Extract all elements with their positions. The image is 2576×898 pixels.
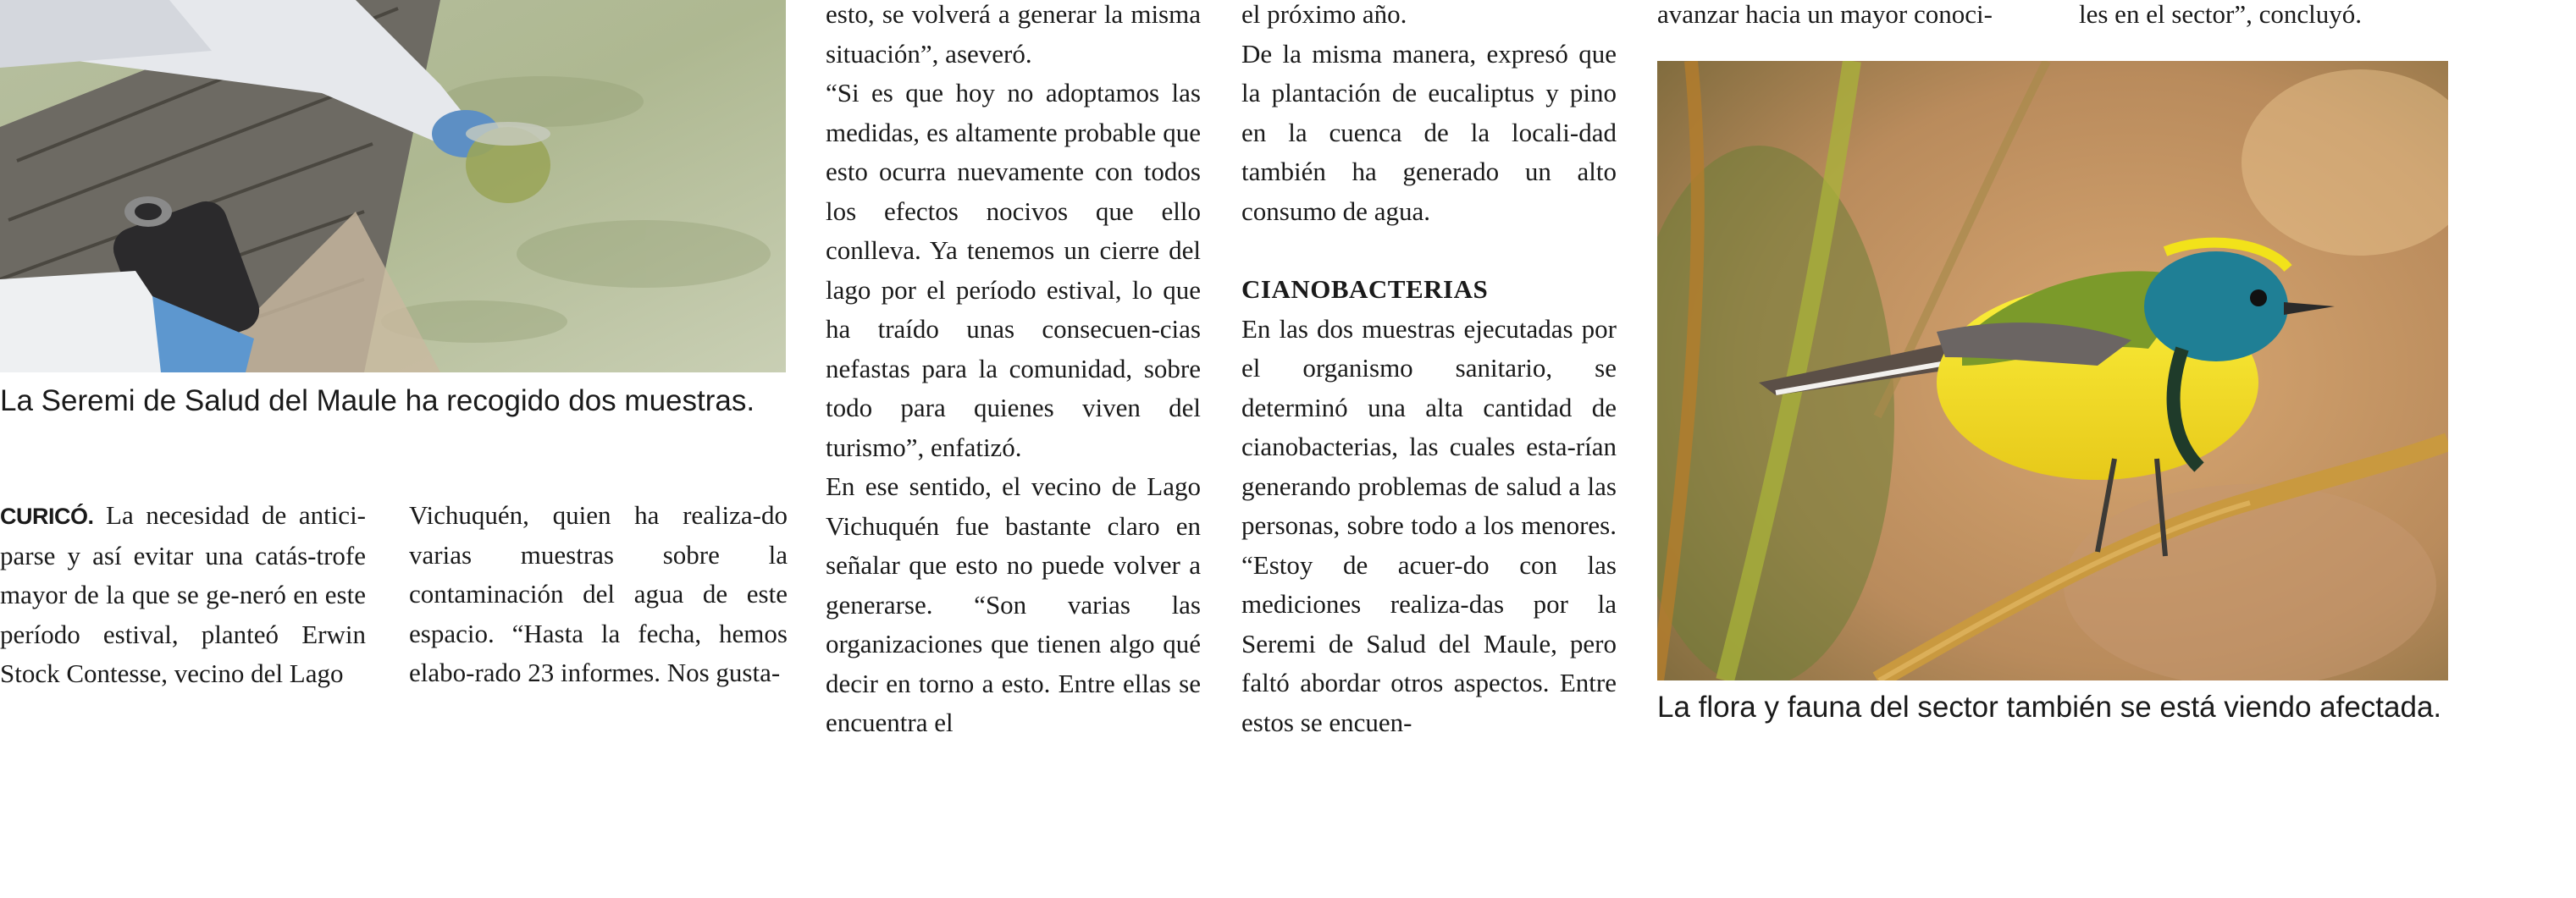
article-column-3 [826,0,1201,743]
dateline: CURICÓ. [0,504,94,529]
article-column-1 [0,496,366,694]
water-sampling-caption: La Seremi de Salud del Maule ha recogido dos muestras. [0,384,755,417]
column-4-paragraph-1: el próximo año. [1241,0,1407,29]
water-sampling-illustration [0,0,786,372]
column-4-paragraph-2: De la misma manera, expresó que la plantación de eucaliptus y pino en la cuenca de la locali-dad también ha generado un alto consumo de agua. [1241,38,1617,226]
column-3-paragraph-2: “Si es que hoy no adoptamos las medidas, es altamente probable que esto ocurra nuevamente con todos los efectos nocivos que ello conlleva. Ya tenemos un cierre del lago por el período estival, lo que ha traído unas consecuen-cias nefastas para la comunidad, sobre todo para quienes viven del turismo”, enfatizó. [826,78,1201,462]
column-6-text: les en el sector”, concluyó. [2079,0,2362,29]
column-3-paragraph-1: esto, se volverá a generar la misma situación”, aseveró. [826,0,1201,69]
column-2-text: Vichuquén, quien ha realiza-do varias muestras sobre la contaminación del agua de este espacio. “Hasta la fecha, hemos elabo-rado 23 informes. Nos gusta- [409,500,788,687]
paragraph-gap [1241,231,1617,270]
article-column-4 [1241,0,1617,742]
article-column-6-fragment [2079,0,2452,35]
column-4-paragraph-3: En las dos muestras ejecutadas por el organismo sanitario, se determinó una alta cantidad de cianobacterias, las cuales esta-rían generando problemas de salud a las personas, sobre todo a los menores. “Estoy de acuer-do con las mediciones realiza-das por la Seremi de Salud del Maule, pero faltó abordar otros aspectos. Entre estos se encuen- [1241,313,1617,737]
article-column-5-fragment [1657,0,2030,35]
bird-photo [1657,61,2448,680]
column-1-text: La necesidad de antici-parse y así evitar una catás-trofe mayor de la que se ge-neró en este período estival, planteó Erwin Stock Contesse, vecino del Lago [0,500,367,688]
water-sampling-photo [0,0,786,372]
article-column-2 [409,496,788,693]
bird-caption: La flora y fauna del sector también se está viendo afectada. [1657,691,2442,724]
column-5-text: avanzar hacia un mayor conoci- [1657,0,1993,29]
column-3-paragraph-3: En ese sentido, el vecino de Lago Vichuquén fue bastante claro en señalar que esto no puede volver a generarse. “Son varias las organizaciones que tienen algo qué decir en torno a esto. Entre ellas se encuentra el [826,471,1201,737]
section-subhead: CIANOBACTERIAS [1241,274,1489,304]
bird-illustration [1657,61,2448,680]
